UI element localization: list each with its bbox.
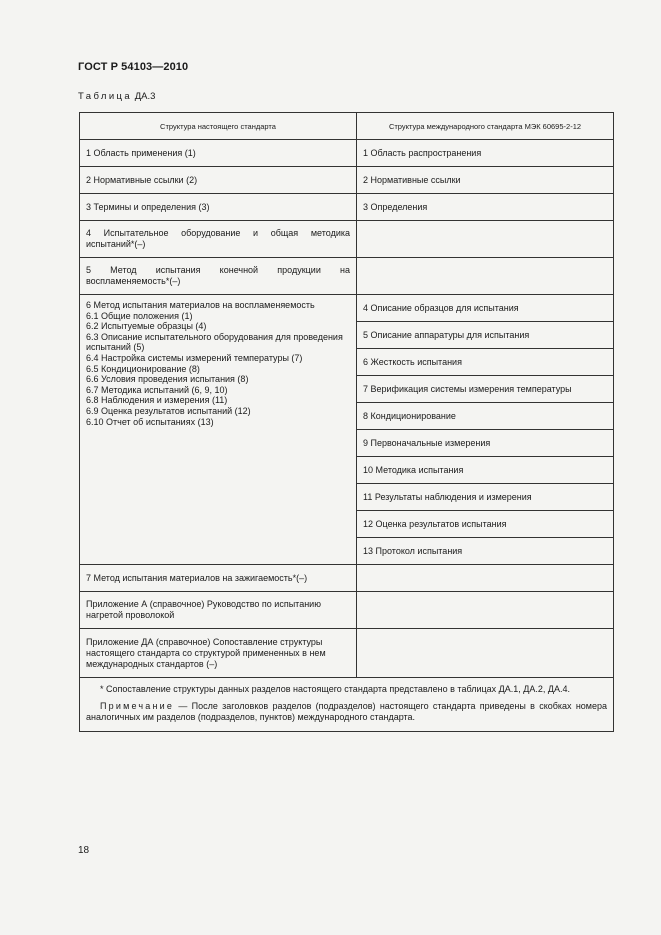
list-item: 6.7 Методика испытаний (6, 9, 10) xyxy=(86,384,228,395)
cell-international: 9 Первоначальные измерения xyxy=(363,437,491,448)
cell-international: 13 Протокол испытания xyxy=(363,545,463,556)
list-item: 6.1 Общие положения (1) xyxy=(86,310,193,321)
cell-international: 10 Методика испытания xyxy=(363,464,464,475)
list-item: 6.10 Отчет об испытаниях (13) xyxy=(86,416,214,427)
table-row xyxy=(80,194,614,221)
table-caption xyxy=(78,91,155,102)
table-row xyxy=(80,167,614,194)
table-row xyxy=(80,221,614,258)
cell-national: Приложение ДА (справочное) Сопоставление структуры настоящего стандарта со структурой примененных в нем международных стандартов (–) xyxy=(86,636,326,669)
cell-national: 4 Испытательное оборудование и общая методика испытаний*(–) xyxy=(86,228,350,249)
page-number: 18 xyxy=(78,845,90,856)
footnote: * Сопоставление структуры данных разделов настоящего стандарта представлено в таблицах ДА.1, ДА.2, ДА.4. xyxy=(100,684,570,694)
list-item: 6.5 Кондиционирование (8) xyxy=(86,363,200,374)
list-item: 6.8 Наблюдения и измерения (11) xyxy=(86,395,228,406)
note xyxy=(86,701,607,723)
note-text: — После заголовков разделов (подразделов) настоящего стандарта приведены в скобках номера аналогичных им разделов (подразделов, пунктов) международного стандарта. xyxy=(86,701,607,722)
cell-national: 1 Область применения (1) xyxy=(86,147,196,158)
document-code: ГОСТ Р 54103—2010 xyxy=(78,61,189,73)
cell-international: 5 Описание аппаратуры для испытания xyxy=(363,329,530,340)
cell-national: 7 Метод испытания материалов на зажигаемость*(–) xyxy=(86,572,308,583)
cell-international: 2 Нормативные ссылки xyxy=(363,174,461,185)
table-row xyxy=(80,629,614,678)
cell-international: 8 Кондиционирование xyxy=(363,410,456,421)
list-item: 6.6 Условия проведения испытания (8) xyxy=(86,374,249,385)
list-item: 6.4 Настройка системы измерений температуры (7) xyxy=(86,352,303,363)
cell-international: 12 Оценка результатов испытания xyxy=(363,518,507,529)
table-row xyxy=(80,140,614,167)
structure-comparison-table xyxy=(79,112,614,732)
cell-national: 2 Нормативные ссылки (2) xyxy=(86,174,198,185)
list-item: 6.2 Испытуемые образцы (4) xyxy=(86,321,207,332)
table-row xyxy=(80,258,614,295)
table-row xyxy=(80,592,614,629)
list-item: 6 Метод испытания материалов на воспламеняемость xyxy=(86,300,315,310)
table-header-row xyxy=(80,113,614,140)
cell-international: 3 Определения xyxy=(363,201,428,212)
table-caption-word: Таблица xyxy=(78,91,133,102)
column-header-national: Структура настоящего стандарта xyxy=(80,113,357,140)
column-header-international: Структура международного стандарта МЭК 60695-2-12 xyxy=(357,113,614,140)
cell-international: 7 Верификация системы измерения температуры xyxy=(363,383,572,394)
footnote-row xyxy=(80,678,614,732)
table-row xyxy=(80,295,614,322)
table-row xyxy=(80,565,614,592)
cell-international: 6 Жесткость испытания xyxy=(363,356,462,367)
section-6-list xyxy=(80,300,356,427)
cell-international: 1 Область распространения xyxy=(363,147,482,158)
note-label: Примечание xyxy=(100,701,175,711)
table-caption-code: ДА.3 xyxy=(134,91,156,102)
cell-international: 4 Описание образцов для испытания xyxy=(363,302,519,313)
cell-national: 5 Метод испытания конечной продукции на воспламеняемость*(–) xyxy=(86,265,350,286)
list-item: 6.9 Оценка результатов испытаний (12) xyxy=(86,405,251,416)
cell-national: 3 Термины и определения (3) xyxy=(86,201,210,212)
cell-national: Приложение А (справочное) Руководство по испытанию нагретой проволокой xyxy=(86,599,321,620)
list-item: 6.3 Описание испытательного оборудования для проведения испытаний (5) xyxy=(86,331,343,353)
cell-international: 11 Результаты наблюдения и измерения xyxy=(363,491,532,502)
